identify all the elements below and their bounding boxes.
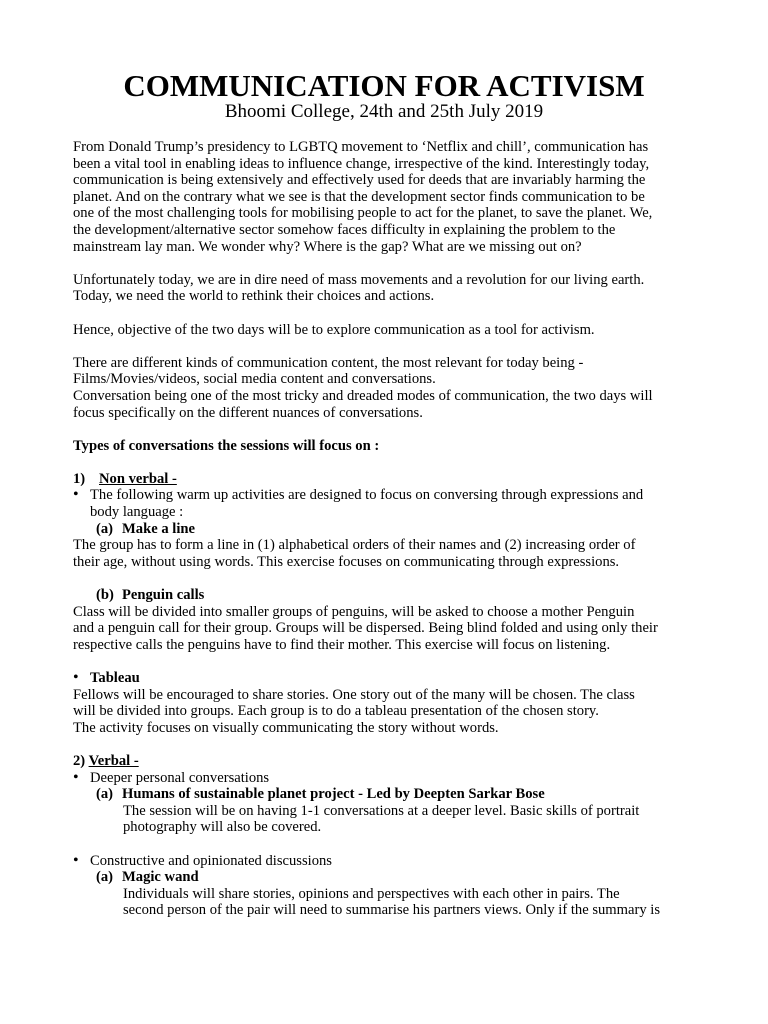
text-line: focus specifically on the different nuances of conversations. — [73, 404, 423, 421]
tableau-heading: Tableau — [90, 670, 140, 686]
text-line: The group has to form a line in (1) alphabetical orders of their names and (2) increasing order of — [73, 537, 636, 554]
item-label: (a) — [96, 520, 114, 537]
section-title: Verbal - — [88, 752, 139, 769]
text-line: body language : — [90, 504, 184, 521]
tableau-text — [73, 687, 698, 737]
bullet-text: Constructive and opinionated discussions — [90, 852, 332, 869]
section-number: 2) — [73, 752, 86, 769]
deeper-bullet — [73, 770, 698, 787]
text-line: respective calls the penguins have to find their mother. This exercise will focus on listening. — [73, 636, 611, 653]
types-heading: Types of conversations the sessions will focus on : — [73, 437, 380, 454]
text-line: Class will be divided into smaller groups of penguins, will be asked to choose a mother Penguin — [73, 603, 635, 620]
item-title: Penguin calls — [122, 587, 205, 604]
text-line: will be divided into groups. Each group is to do a tableau presentation of the chosen story. — [73, 703, 599, 720]
text-line: one of the most challenging tools for mobilising people to act for the planet, to save the planet. We, — [73, 205, 653, 222]
text-line: Fellows will be encouraged to share stories. One story out of the many will be chosen. The class — [73, 686, 635, 703]
make-line-heading — [73, 521, 698, 538]
item-title: Make a line — [122, 520, 195, 537]
item-label: (b) — [96, 587, 114, 604]
text-line: their age, without using words. This exercise focuses on communicating through expressions. — [73, 553, 620, 570]
nonverbal-bullet — [73, 487, 698, 520]
text-line: second person of the pair will need to summarise his partners views. Only if the summary is — [123, 902, 661, 919]
text-line: Individuals will share stories, opinions and perspectives with each other in pairs. The — [123, 885, 620, 902]
humans-project-text — [73, 803, 698, 836]
text-line: mainstream lay man. We wonder why? Where is the gap? What are we missing out on? — [73, 238, 582, 255]
text-line: Conversation being one of the most tricky and dreaded modes of communication, the two days will — [73, 387, 653, 404]
section-title: Non verbal - — [99, 470, 177, 487]
text-line: From Donald Trump’s presidency to LGBTQ movement to ‘Netflix and chill’, communication has — [73, 139, 649, 155]
document-subtitle: Bhoomi College, 24th and 25th July 2019 — [224, 101, 544, 122]
text-line: Films/Movies/videos, social media content and conversations. — [73, 371, 436, 388]
text-line: The activity focuses on visually communicating the story without words. — [73, 719, 499, 736]
intro-paragraph — [73, 139, 698, 255]
text-line: Unfortunately today, we are in dire need of mass movements and a revolution for our living earth. — [73, 271, 645, 288]
item-label: (a) — [96, 869, 114, 886]
text-line: Today, we need the world to rethink their choices and actions. — [73, 288, 435, 305]
text-line: photography will also be covered. — [123, 819, 322, 836]
document-title: COMMUNICATION FOR ACTIVISM — [123, 68, 645, 103]
verbal-heading — [73, 753, 698, 770]
text-line: been a vital tool in enabling ideas to influence change, irrespective of the kind. Interestingly today, — [73, 155, 650, 172]
text-line: The following warm up activities are designed to focus on conversing through expressions and — [90, 487, 644, 504]
objective-paragraph: Hence, objective of the two days will be to explore communication as a tool for activism. — [73, 321, 595, 338]
constructive-bullet — [73, 853, 698, 870]
nonverbal-heading — [73, 471, 698, 488]
item-title: Magic wand — [122, 869, 199, 886]
penguin-text — [73, 604, 698, 654]
section-number: 1) — [73, 470, 86, 487]
item-title: Humans of sustainable planet project - Led by Deepten Sarkar Bose — [122, 786, 545, 803]
item-label: (a) — [96, 786, 114, 803]
text-line: communication is being extensively and effectively used for deeds that are invariably harming the — [73, 172, 646, 189]
bullet-icon: • — [73, 851, 79, 869]
text-line: planet. And on the contrary what we see is that the development sector finds communication to be — [73, 188, 645, 205]
text-line: the development/alternative sector somehow faces difficulty in explaining the problem to the — [73, 221, 616, 238]
bullet-icon: • — [73, 486, 79, 504]
text-line: The session will be on having 1-1 conversations at a deeper level. Basic skills of portrait — [123, 802, 640, 819]
tableau-bullet — [73, 670, 698, 687]
need-paragraph — [73, 272, 698, 305]
make-line-text — [73, 537, 698, 570]
penguin-heading — [73, 587, 698, 604]
text-line: and a penguin call for their group. Groups will be dispersed. Being blind folded and using only their — [73, 620, 658, 637]
content-paragraph — [73, 355, 698, 421]
magic-wand-text — [73, 886, 698, 919]
text-line: There are different kinds of communication content, the most relevant for today being - — [73, 354, 584, 371]
humans-project-heading — [73, 786, 698, 803]
bullet-text: Deeper personal conversations — [90, 769, 270, 786]
bullet-icon: • — [73, 669, 79, 686]
bullet-icon: • — [73, 768, 79, 786]
document-body — [73, 139, 698, 919]
magic-wand-heading — [73, 869, 698, 886]
